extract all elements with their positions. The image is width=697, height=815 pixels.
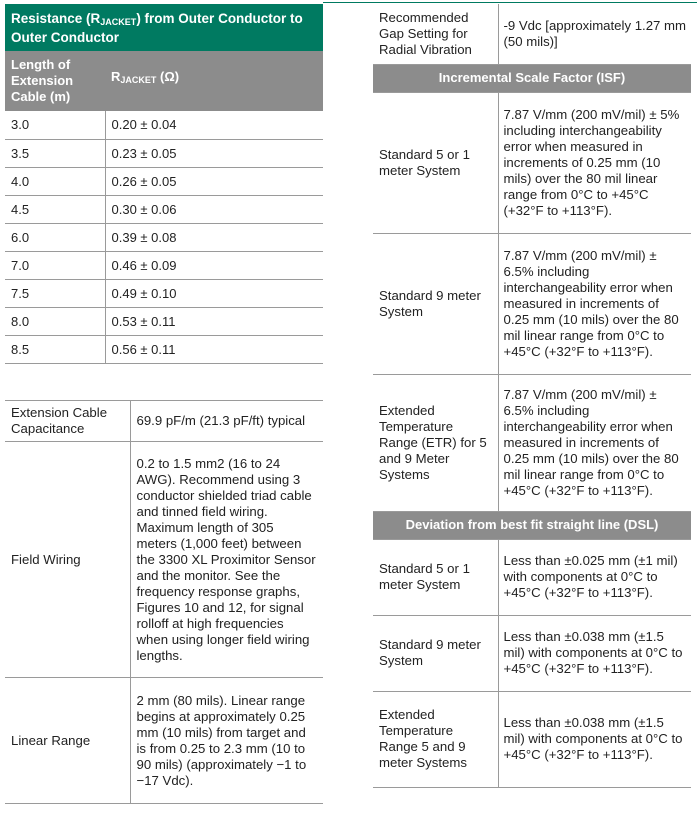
dsl-value: Less than ±0.038 mm (±1.5 mil) with components at 0°C to +45°C (+32°F to +113°F). [498, 691, 691, 787]
table-row [5, 139, 323, 167]
table-row [5, 251, 323, 279]
table-row [373, 691, 691, 787]
table-row [5, 678, 323, 804]
length-cell: 4.0 [5, 167, 105, 195]
length-cell: 8.0 [5, 307, 105, 335]
length-cell: 6.0 [5, 223, 105, 251]
cable-spec-table [5, 400, 323, 804]
isf-value: 7.87 V/mm (200 mV/mil) ± 6.5% including interchangeability error when measured in increments of 0.25 mm (10 mils) over the 80 mil linear range from 0°C to +45°C (+32°F to +113°F). [498, 374, 691, 511]
isf-value: 7.87 V/mm (200 mV/mil) ± 5% including interchangeability error when measured in increments of 0.25 mm (10 mils) over the 80 mil linear range from 0°C to +45°C (+32°F to +113°F). [498, 92, 691, 233]
dsl-label: Extended Temperature Range 5 and 9 meter Systems [373, 691, 498, 787]
isf-value: 7.87 V/mm (200 mV/mil) ± 6.5% including interchangeability error when measured in increments of 0.25 mm (10 mils) over the 80 mil linear range from 0°C to +45°C (+32°F to +113°F). [498, 233, 691, 374]
length-cell: 8.5 [5, 335, 105, 363]
table-row [373, 4, 691, 64]
isf-label: Standard 9 meter System [373, 233, 498, 374]
table-row [373, 539, 691, 615]
length-cell: 4.5 [5, 195, 105, 223]
table-row [373, 233, 691, 374]
table-row [5, 195, 323, 223]
isf-label: Standard 5 or 1 meter System [373, 92, 498, 233]
length-cell: 7.0 [5, 251, 105, 279]
resistance-cell: 0.49 ± 0.10 [105, 279, 323, 307]
isf-label: Extended Temperature Range (ETR) for 5 and 9 Meter Systems [373, 374, 498, 511]
dsl-value: Less than ±0.025 mm (±1 mil) with components at 0°C to +45°C (+32°F to +113°F). [498, 539, 691, 615]
length-cell: 7.5 [5, 279, 105, 307]
resistance-cell: 0.30 ± 0.06 [105, 195, 323, 223]
table-row [373, 374, 691, 511]
spec-value: 2 mm (80 mils). Linear range begins at approximately 0.25 mm (10 mils) from target and is from 0.25 to 2.3 mm (10 to 90 mils) (approximately −1 to −17 Vdc). [130, 678, 323, 804]
top-accent-rule [323, 2, 697, 3]
resistance-cell: 0.20 ± 0.04 [105, 111, 323, 139]
spec-label: Extension Cable Capacitance [5, 401, 130, 442]
table-row [5, 279, 323, 307]
table-row [5, 307, 323, 335]
table-row [5, 401, 323, 442]
table-row [5, 111, 323, 139]
rjacket-column-header: $R_{JACKET}$ (Ω) [105, 51, 323, 111]
spec-label: Linear Range [5, 678, 130, 804]
performance-spec-table [373, 4, 691, 788]
spec-value: 69.9 pF/m (21.3 pF/ft) typical [130, 401, 323, 442]
resistance-cell: 0.53 ± 0.11 [105, 307, 323, 335]
isf-section-header: Incremental Scale Factor (ISF) [373, 64, 691, 92]
resistance-cell: 0.39 ± 0.08 [105, 223, 323, 251]
resistance-cell: 0.46 ± 0.09 [105, 251, 323, 279]
dsl-label: Standard 5 or 1 meter System [373, 539, 498, 615]
spec-value: 0.2 to 1.5 mm2 (16 to 24 AWG). Recommend using 3 conductor shielded triad cable and tinned field wiring. Maximum length of 305 meters (1,000 feet) between the 3300 XL Proximitor Sensor and the monitor. See the frequency response graphs, Figures 10 and 12, for signal rolloff at high frequencies when using longer field wiring lengths. [130, 442, 323, 678]
table-row [5, 167, 323, 195]
dsl-value: Less than ±0.038 mm (±1.5 mil) with components at 0°C to +45°C (+32°F to +113°F). [498, 615, 691, 691]
gap-setting-label: Recommended Gap Setting for Radial Vibration [373, 4, 498, 64]
table-row [5, 335, 323, 363]
spec-label: Field Wiring [5, 442, 130, 678]
resistance-table-title: Resistance $(R_{JACKET})$ from Outer Conductor to Outer Conductor [5, 4, 323, 51]
length-cell: 3.5 [5, 139, 105, 167]
length-cell: 3.0 [5, 111, 105, 139]
resistance-cell: 0.56 ± 0.11 [105, 335, 323, 363]
table-row [373, 615, 691, 691]
table-row [5, 223, 323, 251]
resistance-cell: 0.23 ± 0.05 [105, 139, 323, 167]
resistance-cell: 0.26 ± 0.05 [105, 167, 323, 195]
table-row [5, 442, 323, 678]
resistance-table [5, 4, 323, 364]
table-row [373, 92, 691, 233]
dsl-label: Standard 9 meter System [373, 615, 498, 691]
dsl-section-header: Deviation from best fit straight line (DSL) [373, 511, 691, 539]
length-column-header: Length of Extension Cable (m) [5, 51, 105, 111]
gap-setting-value: -9 Vdc [approximately 1.27 mm (50 mils)] [498, 4, 691, 64]
